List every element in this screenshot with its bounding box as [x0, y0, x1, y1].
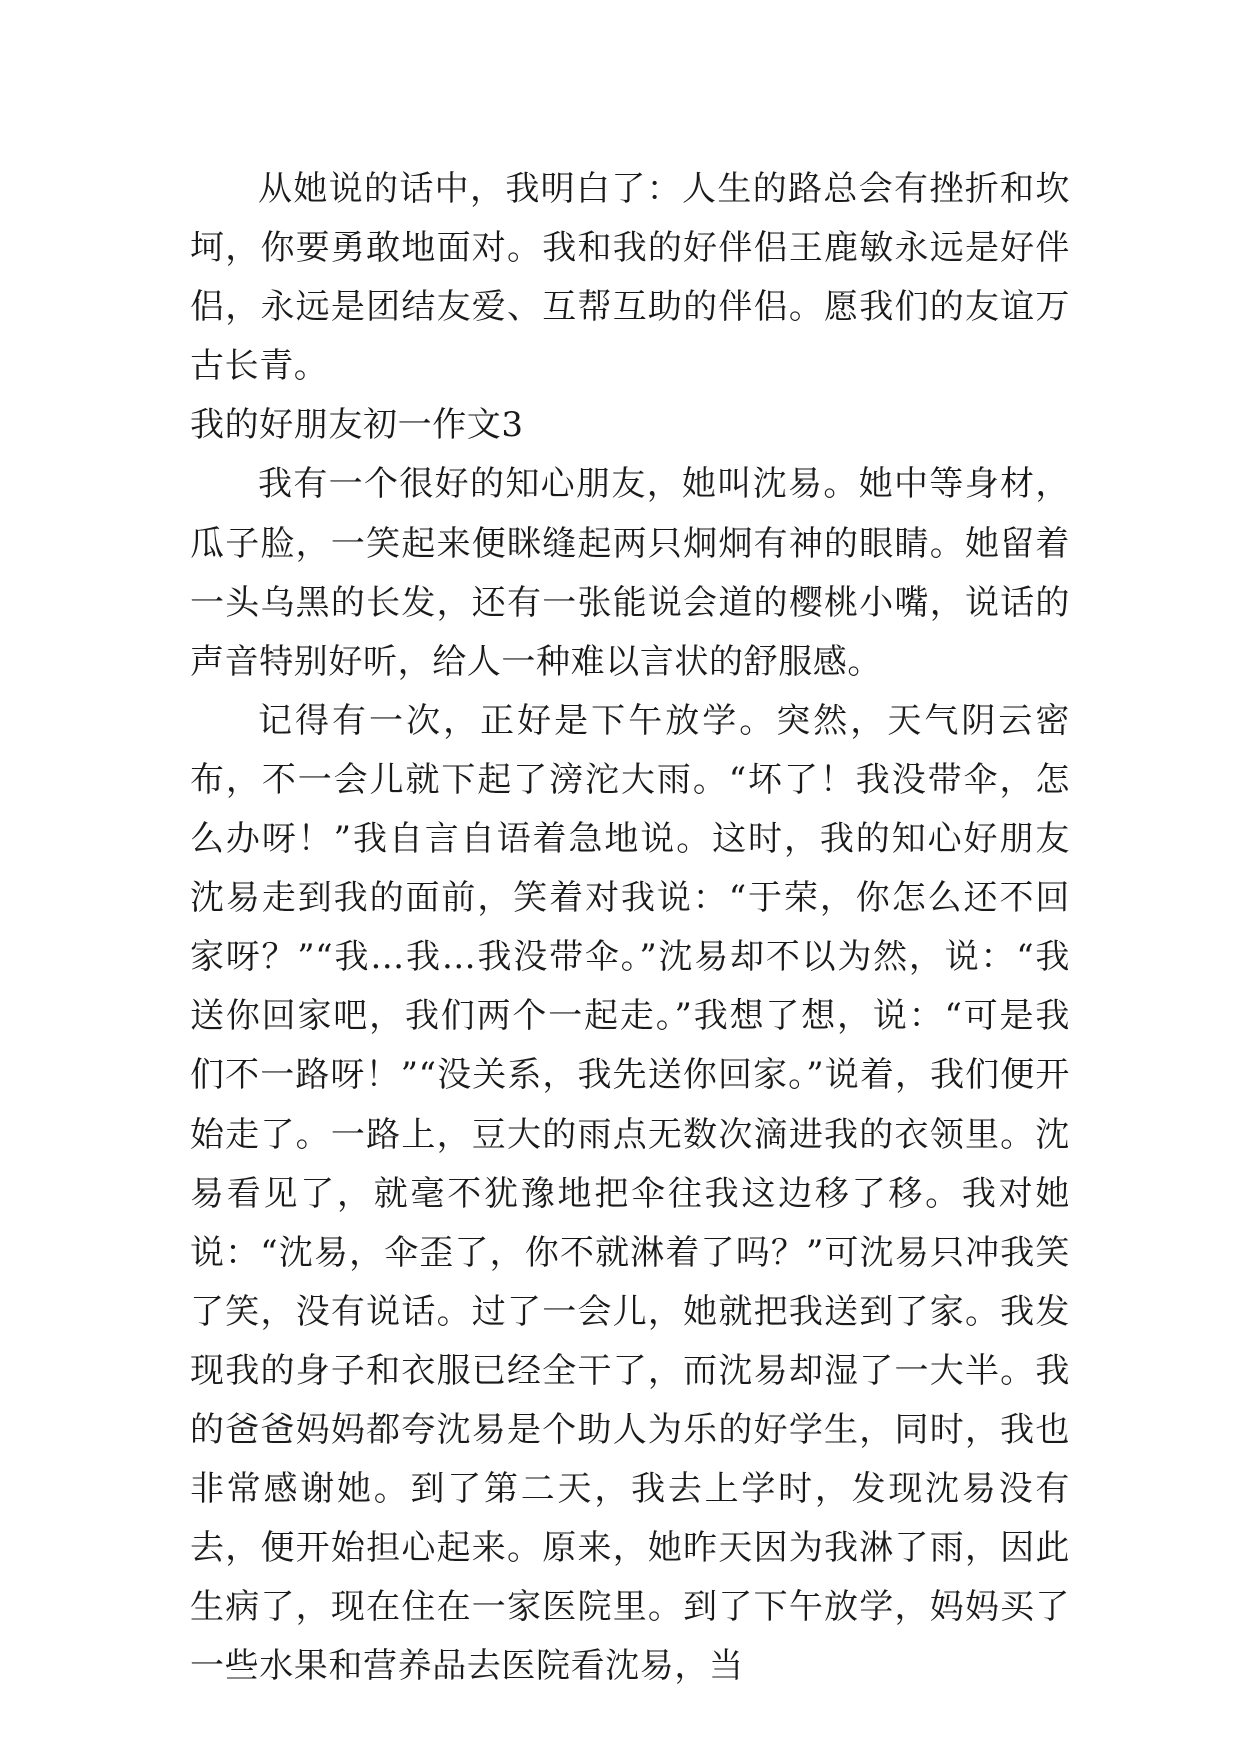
paragraph-story: 记得有一次，正好是下午放学。突然，天气阴云密布，不一会儿就下起了滂沱大雨。“坏了！我没带伞，怎么办呀！”我自言自语着急地说。这时，我的知心好朋友沈易走到我的面前，笑着对我说：“于荣，你怎么还不回家呀？”“我…我…我没带伞。”沈易却不以为然，说：“我送你回家吧，我们两个一起走。”我想了想，说：“可是我们不一路呀！”“没关系，我先送你回家。”说着，我们便开始走了。一路上，豆大的雨点无数次滴进我的衣领里。沈易看见了，就毫不犹豫地把伞往我这边移了移。我对她说：“沈易，伞歪了，你不就淋着了吗？”可沈易只冲我笑了笑，没有说话。过了一会儿，她就把我送到了家。我发现我的身子和衣服已经全干了，而沈易却湿了一大半。我的爸爸妈妈都夸沈易是个助人为乐的好学生，同时，我也非常感谢她。到了第二天，我去上学时，发现沈易没有去，便开始担心起来。原来，她昨天因为我淋了雨，因此生病了，现在住在一家医院里。到了下午放学，妈妈买了一些水果和营养品去医院看沈易，当: [190, 700, 1070, 1687]
paragraph-intro: 我有一个很好的知心朋友，她叫沈易。她中等身材，瓜子脸，一笑起来便眯缝起两只炯炯有神的眼睛。她留着一头乌黑的长发，还有一张能说会道的樱桃小嘴，说话的声音特别好听，给人一种难以言状的舒服感。: [190, 464, 1070, 682]
document-body: [190, 160, 1070, 1696]
paragraph-conclusion: 从她说的话中，我明白了：人生的路总会有挫折和坎坷，你要勇敢地面对。我和我的好伴侣王鹿敏永远是好伴侣，永远是团结友爱、互帮互助的伴侣。愿我们的友谊万古长青。: [190, 169, 1070, 387]
section-title: 我的好朋友初一作文3: [190, 405, 524, 446]
